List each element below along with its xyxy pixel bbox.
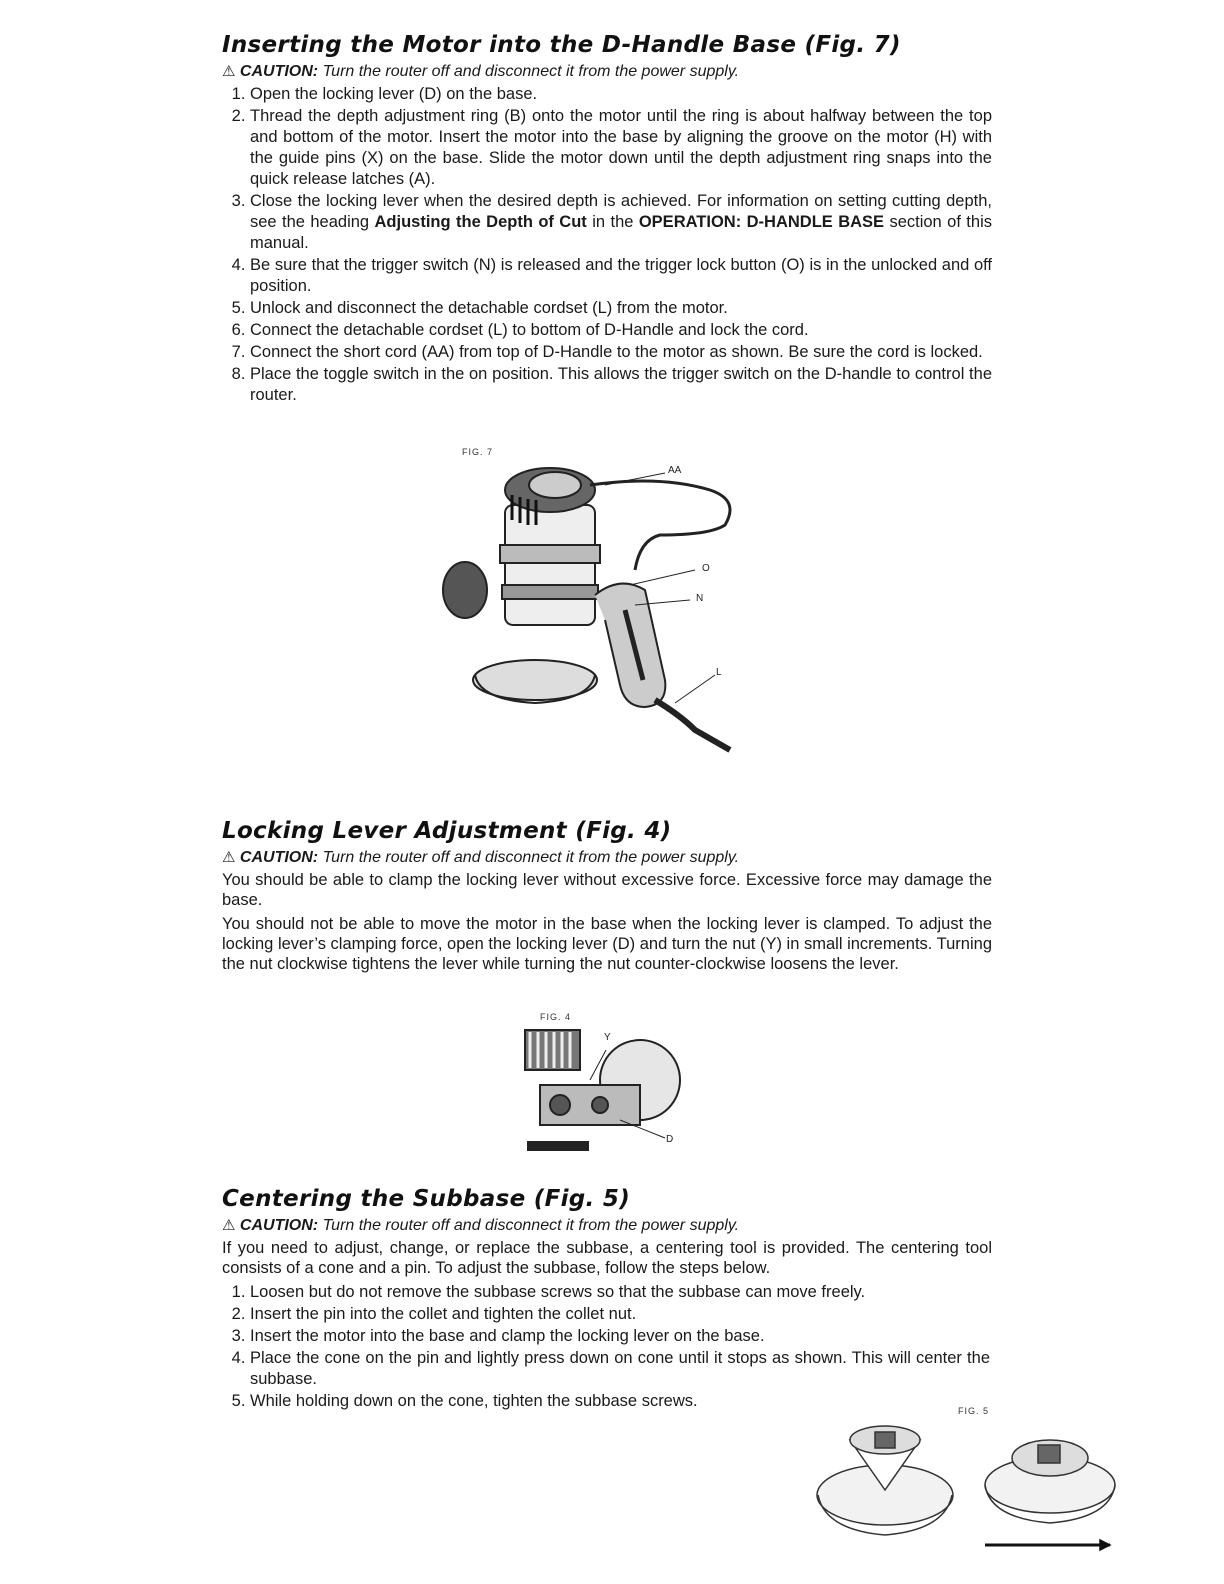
- steps-list: [222, 84, 992, 406]
- callout-y: Y: [604, 1032, 611, 1043]
- paragraph: You should be able to clamp the locking lever without excessive force. Excessive force may damage the base.: [222, 871, 992, 909]
- caution-note: [222, 848, 992, 868]
- list-item: 7. Connect the short cord (AA) from top of D-Handle to the motor as shown. Be sure the cord is locked.: [250, 342, 992, 363]
- list-item: 6. Connect the detachable cordset (L) to bottom of D-Handle and lock the cord.: [250, 320, 992, 341]
- list-item: 3. Insert the motor into the base and clamp the locking lever on the base.: [250, 1326, 1010, 1347]
- list-item: 1. Loosen but do not remove the subbase screws so that the subbase can move freely.: [250, 1282, 1010, 1303]
- warning-icon: ⚠: [222, 1217, 236, 1234]
- list-item: 4. Place the cone on the pin and lightly press down on cone until it stops as shown. This will center the subbase.: [250, 1348, 990, 1390]
- section-title: Inserting the Motor into the D-Handle Base (Fig. 7): [222, 32, 901, 58]
- figure-label: FIG. 4: [540, 1012, 572, 1022]
- bold-reference: Adjusting the Depth of Cut: [374, 213, 587, 231]
- section-locking-lever: [222, 818, 992, 978]
- list-item: 3. Close the locking lever when the desired depth is achieved. For information on setting cutting depth, see the heading Adjusting the Depth of Cut in the OPERATION: D-HANDLE BASE section of this manual.: [250, 191, 992, 254]
- warning-icon: ⚠: [222, 63, 236, 80]
- figure-7-router-dhandle: [440, 445, 760, 765]
- callout-n: N: [696, 593, 704, 604]
- caution-label: CAUTION:: [239, 63, 319, 80]
- list-item: 4. Be sure that the trigger switch (N) is released and the trigger lock button (O) is in the unlocked and off position.: [250, 255, 992, 297]
- section-title: Centering the Subbase (Fig. 5): [222, 1186, 631, 1212]
- caution-note: [222, 1216, 992, 1236]
- section-title: Locking Lever Adjustment (Fig. 4): [222, 818, 672, 844]
- list-item: 2. Insert the pin into the collet and tighten the collet nut.: [250, 1304, 810, 1325]
- callout-l: L: [716, 667, 722, 678]
- caution-label: CAUTION:: [239, 1217, 319, 1234]
- section-centering-subbase: [222, 1186, 992, 1413]
- list-item: 5. While holding down on the cone, tighten the subbase screws.: [250, 1391, 810, 1412]
- callout-aa: AA: [668, 465, 682, 476]
- section-inserting-motor: [222, 32, 992, 407]
- figure-5-centering-tool: [810, 1400, 1120, 1560]
- callout-d: D: [666, 1134, 674, 1145]
- list-item: 1. Open the locking lever (D) on the base.: [250, 84, 992, 105]
- caution-text: Turn the router off and disconnect it from the power supply.: [322, 849, 740, 866]
- list-item: 2. Thread the depth adjustment ring (B) onto the motor until the ring is about halfway between the top and bottom of the motor. Insert the motor into the base by aligning the groove on the motor (H) with the guide pins (X) on the base. Slide the motor down until the depth adjustment ring snaps into the quick release latches (A).: [250, 106, 992, 190]
- centering-tool-illustration: [810, 1400, 1120, 1560]
- caution-label: CAUTION:: [239, 849, 319, 866]
- caution-text: Turn the router off and disconnect it from the power supply.: [322, 63, 740, 80]
- figure-label: FIG. 5: [958, 1406, 990, 1416]
- caution-note: [222, 62, 992, 82]
- figure-label: FIG. 7: [462, 447, 494, 457]
- figure-4-locking-lever: [520, 1010, 690, 1160]
- paragraph: If you need to adjust, change, or replace the subbase, a centering tool is provided. The centering tool consists of a cone and a pin. To adjust the subbase, follow the steps below.: [222, 1239, 992, 1277]
- caution-text: Turn the router off and disconnect it from the power supply.: [322, 1217, 740, 1234]
- list-item: 8. Place the toggle switch in the on position. This allows the trigger switch on the D-handle to control the router.: [250, 364, 992, 406]
- paragraph: You should not be able to move the motor in the base when the locking lever is clamped. To adjust the locking lever’s clamping force, open the locking lever (D) and turn the nut (Y) in small increments. Turning the nut clockwise tightens the lever while turning the nut counter-clockwise loosens the lever.: [222, 915, 992, 973]
- warning-icon: ⚠: [222, 849, 236, 866]
- router-illustration: [440, 445, 760, 765]
- bold-reference: OPERATION: D-HANDLE BASE: [638, 213, 885, 231]
- list-item: 5. Unlock and disconnect the detachable cordset (L) from the motor.: [250, 298, 992, 319]
- callout-o: O: [702, 563, 710, 574]
